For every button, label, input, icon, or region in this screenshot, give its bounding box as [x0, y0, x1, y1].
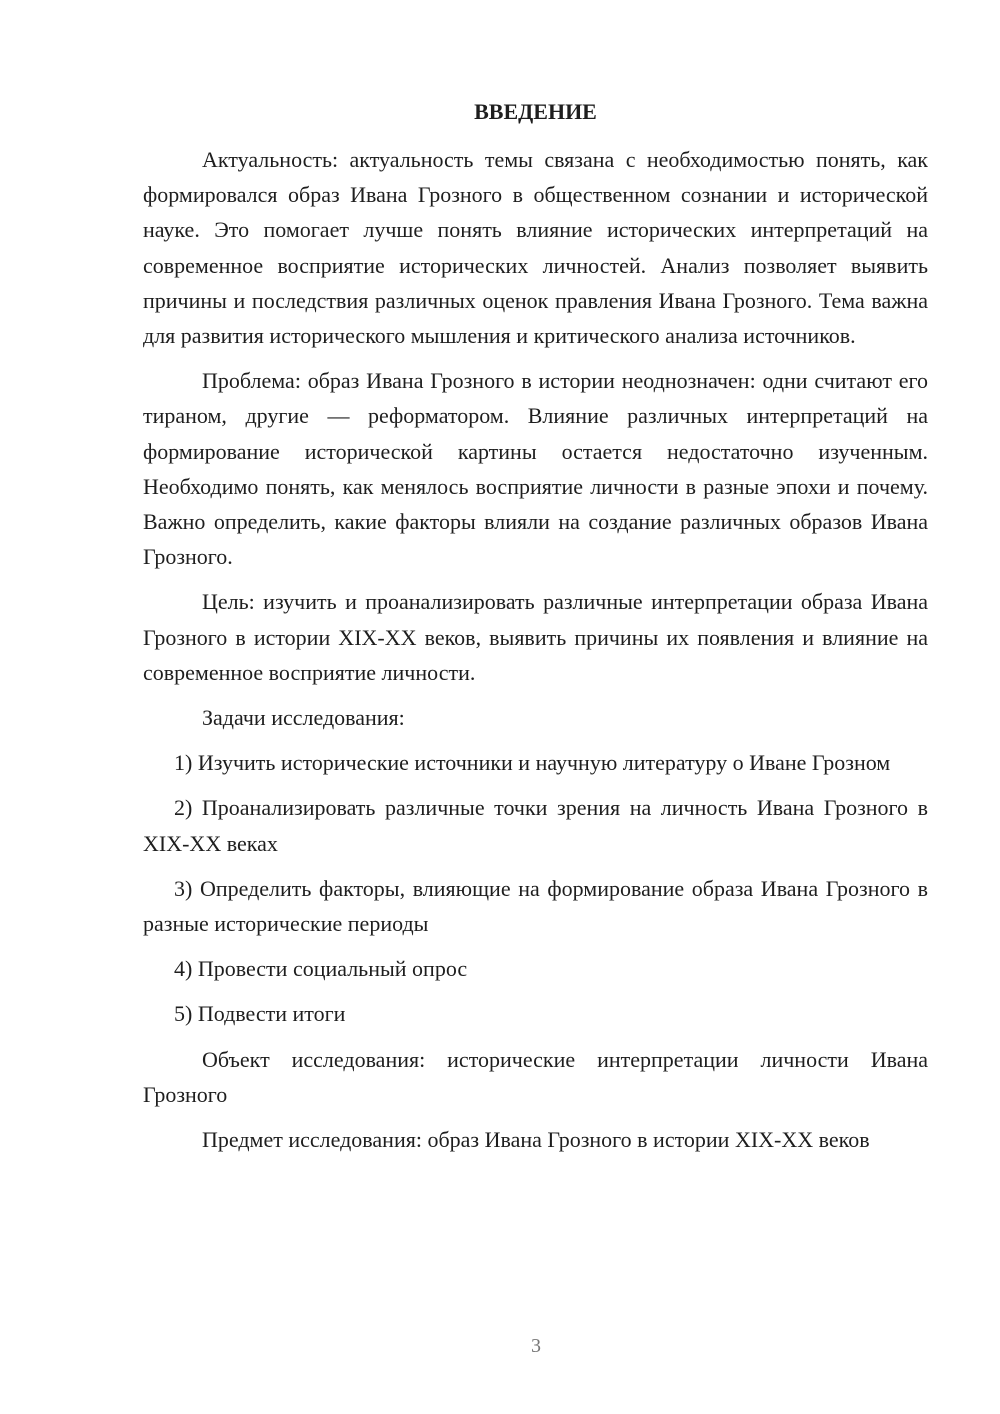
document-body [143, 96, 928, 1157]
task-item-5: 5) Подвести итоги [174, 1001, 346, 1027]
problem-paragraph: Проблема: образ Ивана Грозного в истории неоднозначен: одни считают его тираном, другие — реформатором. Влияние различных интерпретаций на формирование исторической картины остается недостаточно изученным. Необходимо понять, как менялось восприятие личности в разные эпохи и почему. Важно определить, какие факторы влияли на создание различных образов Ивана Грозного. [143, 368, 928, 570]
subject-paragraph: Предмет исследования: образ Ивана Грозного в истории XIX-XX веков [202, 1127, 870, 1153]
object-paragraph: Объект исследования: исторические интерпретации личности Ивана Грозного [143, 1046, 928, 1107]
page-number: 3 [531, 1335, 541, 1357]
tasks-heading: Задачи исследования: [202, 705, 405, 731]
task-item-3: 3) Определить факторы, влияющие на формирование образа Ивана Грозного в разные исторические периоды [143, 875, 928, 937]
task-item-1: 1) Изучить исторические источники и научную литературу о Иване Грозном [174, 750, 891, 776]
task-item-4: 4) Провести социальный опрос [174, 956, 468, 982]
goal-paragraph: Цель: изучить и проанализировать различные интерпретации образа Ивана Грозного в истории XIX-XX веков, выявить причины их появления и влияние на современное восприятие личности. [143, 589, 928, 685]
task-item-2: 2) Проанализировать различные точки зрения на личность Ивана Грозного в XIX-XX веках [143, 795, 928, 856]
relevance-paragraph: Актуальность: актуальность темы связана с необходимостью понять, как формировался образ Ивана Грозного в общественном сознании и исторической науке. Это помогает лучше понять влияние исторических интерпретаций на современное восприятие исторических личностей. Анализ позволяет выявить причины и последствия различных оценок правления Ивана Грозного. Тема важна для развития исторического мышления и критического анализа источников. [143, 147, 928, 349]
section-title: ВВЕДЕНИЕ [474, 99, 597, 124]
